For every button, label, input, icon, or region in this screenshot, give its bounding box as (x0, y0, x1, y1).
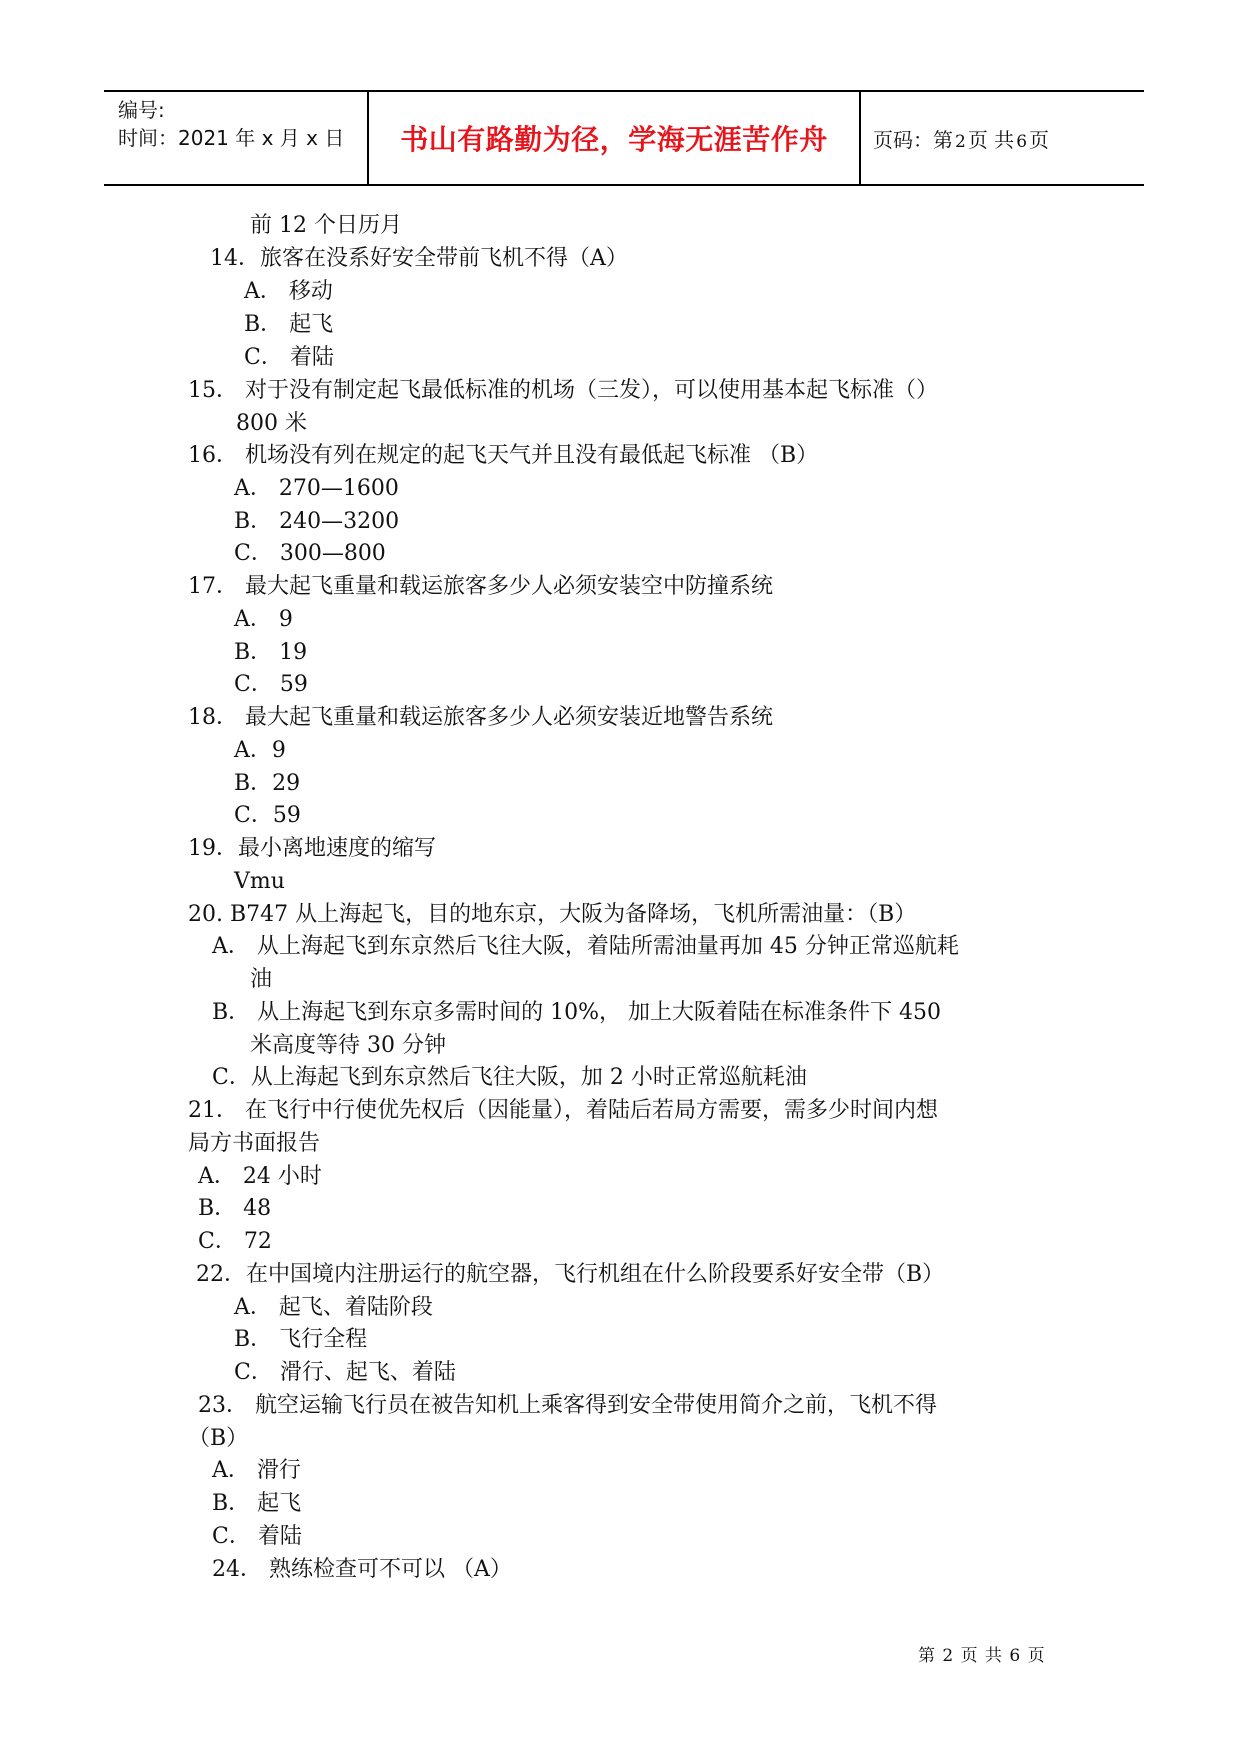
page-code-mid: 页 共 (967, 128, 1015, 152)
option-line: B． 48 (198, 1196, 272, 1221)
text-line: （B） (188, 1426, 249, 1451)
option-line: A． 270—1600 (234, 476, 399, 501)
time-label: 时间：2021 年 x 月 x 日 (118, 126, 345, 150)
option-line: B． 飞行全程 (234, 1327, 368, 1352)
page-code-suffix: 页 (1029, 128, 1050, 152)
header-middle-cell (369, 92, 861, 184)
text-line: 800 米 (236, 411, 307, 436)
page-footer: 第 2 页 共 6 页 (918, 1646, 1046, 1666)
header-motto: 书山有路勤为径，学海无涯苦作舟 (400, 123, 828, 156)
header-left-cell (104, 92, 369, 184)
page-code-prefix: 页码：第 (873, 128, 953, 152)
header-page-code (873, 124, 1049, 153)
option-line: C．59 (234, 803, 301, 828)
question-19: 19．最小离地速度的缩写 (188, 836, 436, 861)
page-current: 2 (955, 132, 966, 152)
question-16: 16． 机场没有列在规定的起飞天气并且没有最低起飞标准 （B） (188, 443, 819, 468)
question-15: 15． 对于没有制定起飞最低标准的机场（三发），可以使用基本起飞标准（） (188, 378, 938, 403)
option-line: C． 300—800 (234, 541, 386, 566)
text-line: 局方书面报告 (188, 1131, 321, 1156)
option-line: A． 起飞、着陆阶段 (234, 1295, 433, 1320)
option-line: A． 24 小时 (198, 1164, 322, 1189)
option-line: A． 9 (234, 607, 293, 632)
page-header (104, 90, 1144, 186)
option-line: C． 着陆 (244, 345, 334, 370)
option-line: B． 240—3200 (234, 509, 400, 534)
question-22: 22．在中国境内注册运行的航空器，飞行机组在什么阶段要系好安全带（B） (196, 1262, 945, 1287)
question-24: 24． 熟练检查可不可以 （A） (212, 1557, 512, 1582)
option-line: A． 从上海起飞到东京然后飞往大阪，着陆所需油量再加 45 分钟正常巡航耗 (212, 934, 959, 959)
option-line: B． 起飞 (244, 312, 334, 337)
question-18: 18． 最大起飞重量和载运旅客多少人必须安装近地警告系统 (188, 705, 773, 730)
question-23: 23． 航空运输飞行员在被告知机上乘客得到安全带使用简介之前，飞机不得 (198, 1393, 937, 1418)
option-line: C． 59 (234, 672, 308, 697)
question-21: 21． 在飞行中行使优先权后（因能量），着陆后若局方需要，需多少时间内想 (188, 1098, 938, 1123)
option-line: C． 滑行、起飞、着陆 (234, 1360, 456, 1385)
option-line: C．从上海起飞到东京然后飞往大阪，加 2 小时正常巡航耗油 (212, 1065, 807, 1090)
option-line: A． 移动 (244, 279, 333, 304)
question-14: 14．旅客在没系好安全带前飞机不得（A） (210, 246, 628, 271)
text-line: 米高度等待 30 分钟 (250, 1033, 446, 1058)
option-line: A．9 (234, 738, 286, 763)
option-line: C． 着陆 (212, 1524, 302, 1549)
text-line: 前 12 个日历月 (250, 213, 402, 238)
question-20: 20. B747 从上海起飞，目的地东京，大阪为备降场，飞机所需油量：（B） (188, 902, 917, 927)
option-line: A． 滑行 (212, 1458, 301, 1483)
option-line: C． 72 (198, 1229, 272, 1254)
option-line: B． 起飞 (212, 1491, 302, 1516)
page-total: 6 (1016, 132, 1028, 152)
text-line: Vmu (234, 869, 285, 894)
option-line: B． 19 (234, 640, 308, 665)
header-right-cell (861, 92, 1144, 184)
option-line: B．29 (234, 771, 301, 796)
question-17: 17． 最大起飞重量和载运旅客多少人必须安装空中防撞系统 (188, 574, 773, 599)
text-line: 油 (250, 967, 273, 992)
serial-label: 编号: (118, 98, 165, 122)
option-line: B． 从上海起飞到东京多需时间的 10%， 加上大阪着陆在标准条件下 450 (212, 1000, 942, 1025)
